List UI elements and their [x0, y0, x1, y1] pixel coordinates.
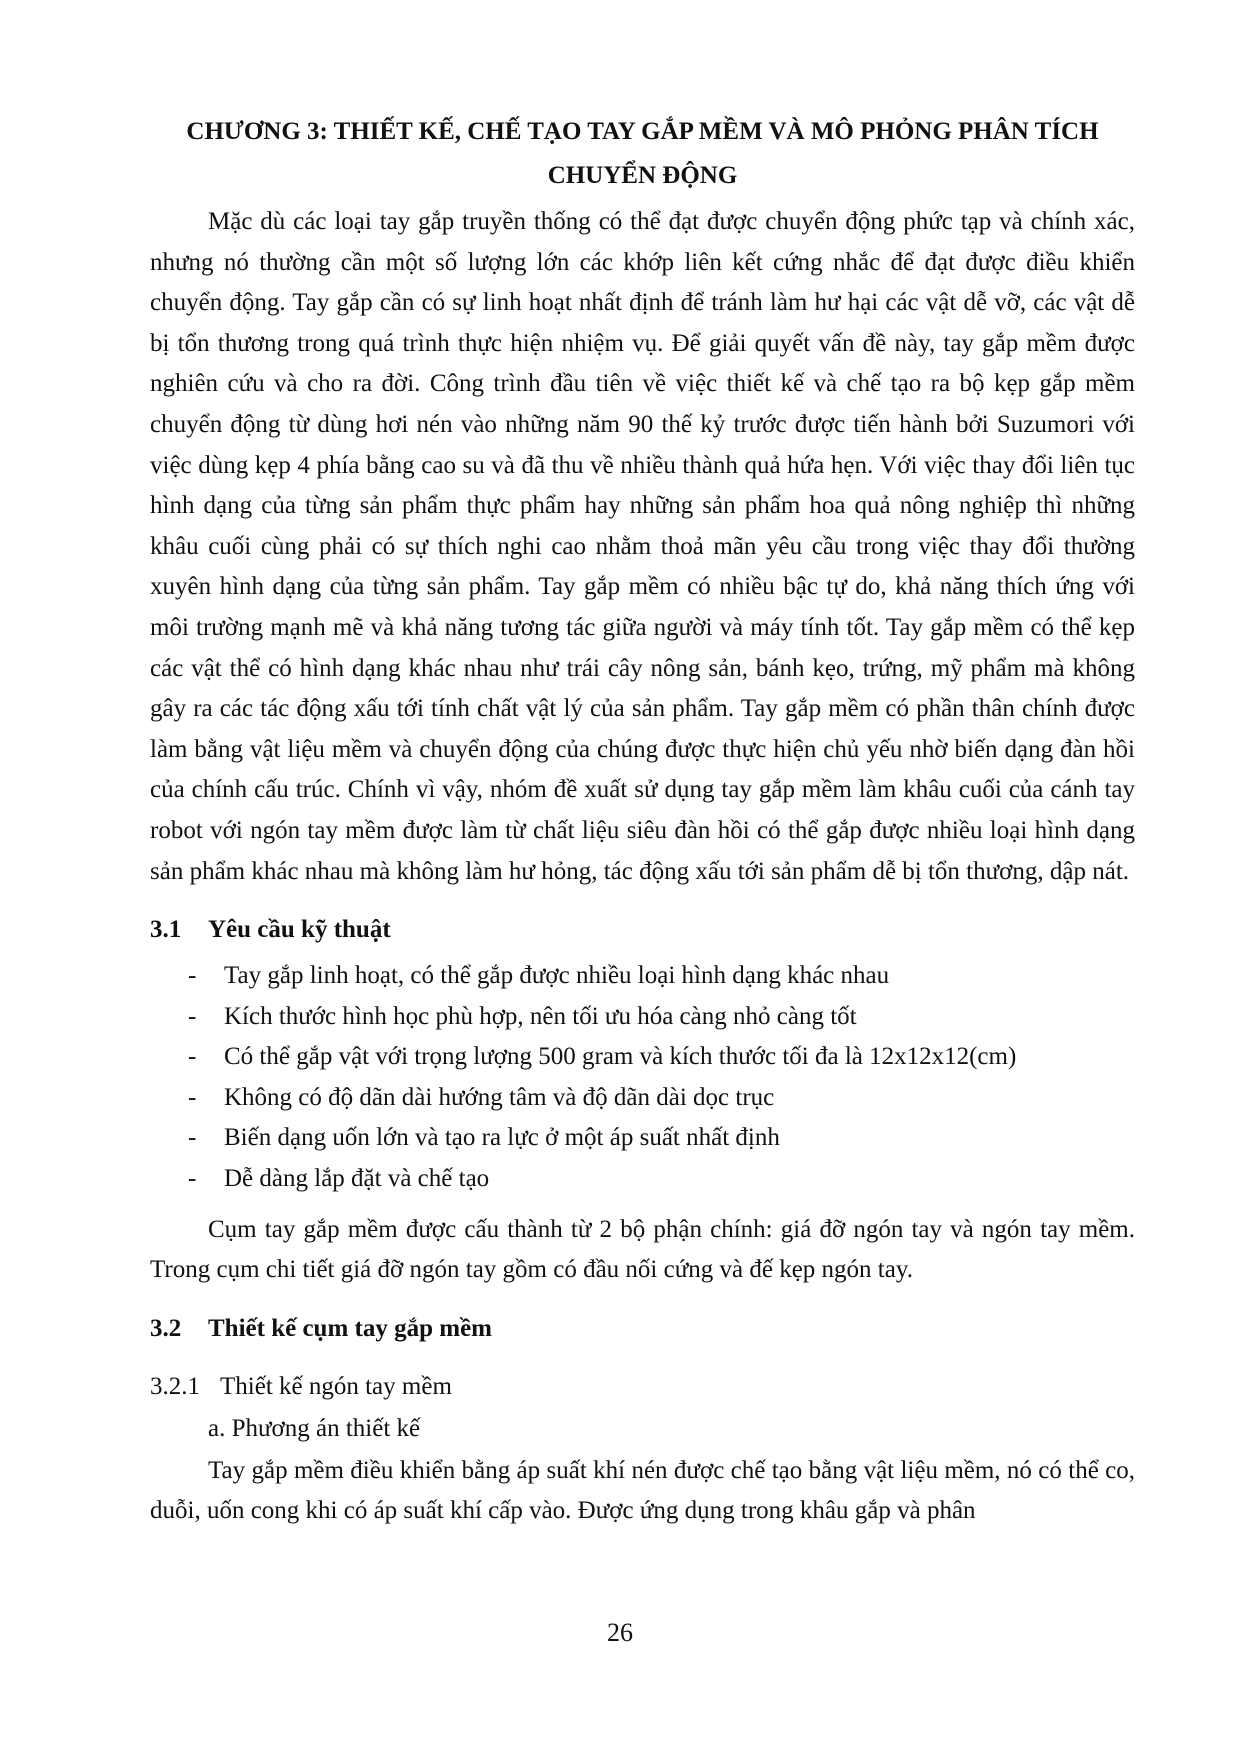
list-item-text: Có thể gắp vật với trọng lượng 500 gram và kích thước tối đa là 12x12x12(cm)	[224, 1043, 1017, 1071]
subsection-title: Thiết kế ngón tay mềm	[220, 1372, 452, 1400]
bullet-dash: -	[188, 1043, 197, 1071]
section-heading-3-2	[150, 1309, 1135, 1349]
bullet-dash: -	[188, 1002, 197, 1030]
list-item	[150, 997, 1135, 1038]
list-item	[150, 1037, 1135, 1078]
chapter-title	[150, 110, 1135, 198]
list-item-text: Tay gắp linh hoạt, có thể gắp được nhiều loại hình dạng khác nhau	[224, 962, 890, 990]
section-title: Thiết kế cụm tay gắp mềm	[208, 1314, 492, 1342]
list-item-text: Dễ dàng lắp đặt và chế tạo	[224, 1165, 490, 1193]
subsection-heading-3-2-1	[150, 1367, 1135, 1407]
list-item	[150, 956, 1135, 997]
chapter-title-line-1: CHƯƠNG 3: THIẾT KẾ, CHẾ TẠO TAY GẮP MỀM VÀ MÔ PHỎNG PHÂN TÍCH	[186, 118, 1099, 145]
bullet-dash: -	[188, 1083, 197, 1111]
bullet-dash: -	[188, 1165, 197, 1193]
page-number: 26	[607, 1618, 633, 1647]
document-page	[150, 110, 1135, 1532]
intro-paragraph: Mặc dù các loại tay gắp truyền thống có thể đạt được chuyển động phức tạp và chính xác, nhưng nó thường cần một số lượng lớn các khớp liên kết cứng nhắc để đạt được điều khiển chuyển động. Tay gắp cần có sự linh hoạt nhất định để tránh làm hư hại các vật dễ vỡ, các vật dễ bị tổn thương trong quá trình thực hiện nhiệm vụ. Để giải quyết vấn đề này, tay gắp mềm được nghiên cứu và cho ra đời. Công trình đầu tiên về việc thiết kế và chế tạo ra bộ kẹp gắp mềm chuyển động từ dùng hơi nén vào những năm 90 thế kỷ trước được tiến hành bởi Suzumori với việc dùng kẹp 4 phía bằng cao su và đã thu về nhiều thành quả hứa hẹn. Với việc thay đổi liên tục hình dạng của từng sản phẩm thực phẩm hay những sản phẩm hoa quả nông nghiệp thì những khâu cuối cùng phải có sự thích nghi cao nhằm thoả mãn yêu cầu trong việc thay đổi thường xuyên hình dạng của từng sản phẩm. Tay gắp mềm có nhiều bậc tự do, khả năng thích ứng với môi trường mạnh mẽ và khả năng tương tác giữa người và máy tính tốt. Tay gắp mềm có thể kẹp các vật thể có hình dạng khác nhau như trái cây nông sản, bánh kẹo, trứng, mỹ phẩm mà không gây ra các tác động xấu tới tính chất vật lý của sản phẩm. Tay gắp mềm có phần thân chính được làm bằng vật liệu mềm và chuyển động của chúng được thực hiện chủ yếu nhờ biến dạng đàn hồi của chính cấu trúc. Chính vì vậy, nhóm đề xuất sử dụng tay gắp mềm làm khâu cuối của cánh tay robot với ngón tay mềm được làm từ chất liệu siêu đàn hồi có thể gắp được nhiều loại hình dạng sản phẩm khác nhau mà không làm hư hỏng, tác động xấu tới sản phẩm dễ bị tổn thương, dập nát.	[150, 208, 1135, 885]
section-title: Yêu cầu kỹ thuật	[208, 916, 391, 944]
list-item	[150, 1118, 1135, 1159]
section-heading-3-1	[150, 910, 1135, 950]
list-item-text: Kích thước hình học phù hợp, nên tối ưu hóa càng nhỏ càng tốt	[224, 1002, 857, 1030]
section-number: 3.2	[150, 1314, 182, 1342]
requirements-list	[150, 956, 1135, 1200]
subsection-number: 3.2.1	[150, 1372, 200, 1400]
bullet-dash: -	[188, 962, 197, 990]
bullet-dash: -	[188, 1124, 197, 1152]
design-paragraph: Tay gắp mềm điều khiển bằng áp suất khí nén được chế tạo bằng vật liệu mềm, nó có thể co, duỗi, uốn cong khi có áp suất khí cấp vào. Được ứng dụng trong khâu gắp và phân	[150, 1456, 1135, 1525]
subsub-heading: a. Phương án thiết kế	[208, 1414, 421, 1442]
list-item-text: Không có độ dãn dài hướng tâm và độ dãn dài dọc trục	[224, 1083, 775, 1111]
list-item-text: Biến dạng uốn lớn và tạo ra lực ở một áp suất nhất định	[224, 1124, 780, 1152]
list-item	[150, 1159, 1135, 1200]
section-number: 3.1	[150, 916, 182, 944]
list-item	[150, 1078, 1135, 1119]
chapter-title-line-2: CHUYỂN ĐỘNG	[547, 162, 738, 189]
components-paragraph: Cụm tay gắp mềm được cấu thành từ 2 bộ phận chính: giá đỡ ngón tay và ngón tay mềm. Trong cụm chi tiết giá đỡ ngón tay gồm có đầu nối cứng và đế kẹp ngón tay.	[150, 1215, 1135, 1284]
